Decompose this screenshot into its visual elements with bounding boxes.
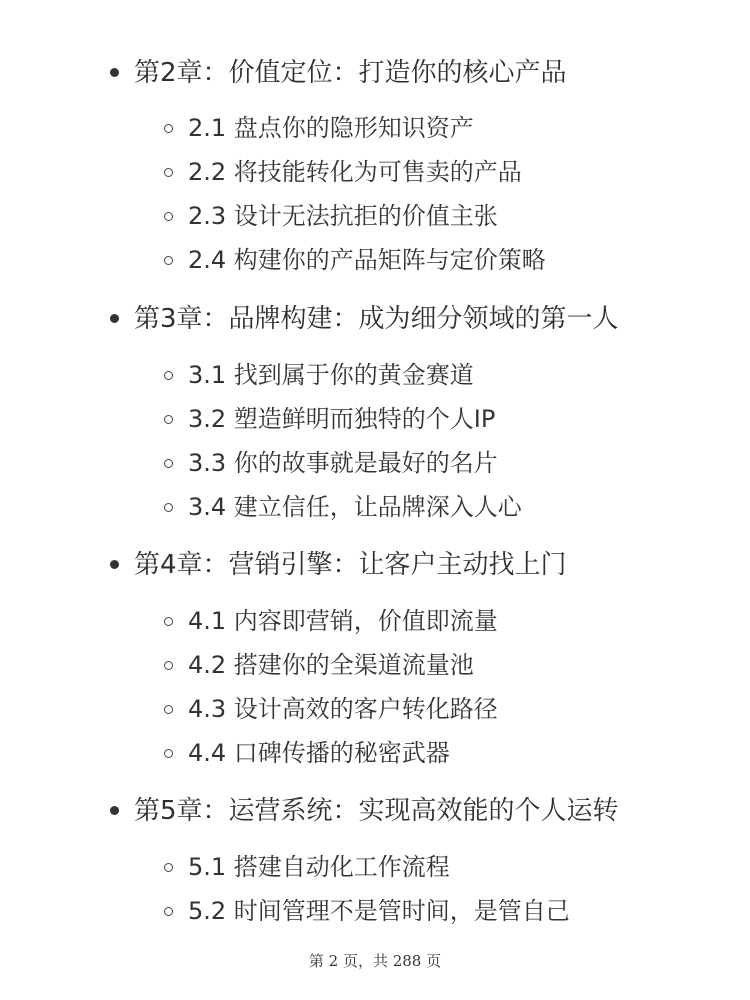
chapter-title: 第5章：运营系统：实现高效能的个人运转 — [134, 796, 619, 826]
bullet-disc-icon — [110, 560, 119, 569]
bullet-circle-icon — [164, 661, 173, 670]
bullet-disc-icon — [110, 68, 119, 77]
bullet-circle-icon — [164, 212, 173, 221]
bullet-circle-icon — [164, 863, 173, 872]
chapter-title: 第4章：营销引擎：让客户主动找上门 — [134, 550, 567, 580]
chapter-title: 第2章：价值定位：打造你的核心产品 — [134, 58, 567, 88]
section-item: 3.1 找到属于你的黄金赛道 — [188, 361, 474, 389]
section-item: 4.3 设计高效的客户转化路径 — [188, 695, 498, 723]
bullet-circle-icon — [164, 415, 173, 424]
bullet-circle-icon — [164, 617, 173, 626]
bullet-circle-icon — [164, 124, 173, 133]
section-item: 3.3 你的故事就是最好的名片 — [188, 449, 498, 477]
section-item: 3.4 建立信任，让品牌深入人心 — [188, 493, 522, 521]
bullet-circle-icon — [164, 168, 173, 177]
bullet-circle-icon — [164, 749, 173, 758]
section-item: 3.2 塑造鲜明而独特的个人IP — [188, 405, 496, 433]
bullet-circle-icon — [164, 503, 173, 512]
section-item: 4.1 内容即营销，价值即流量 — [188, 607, 498, 635]
section-item: 2.1 盘点你的隐形知识资产 — [188, 114, 474, 142]
bullet-disc-icon — [110, 314, 119, 323]
bullet-circle-icon — [164, 459, 173, 468]
bullet-circle-icon — [164, 371, 173, 380]
bullet-circle-icon — [164, 256, 173, 265]
section-item: 2.4 构建你的产品矩阵与定价策略 — [188, 246, 546, 274]
section-item: 2.3 设计无法抗拒的价值主张 — [188, 202, 498, 230]
bullet-circle-icon — [164, 705, 173, 714]
chapter-title: 第3章：品牌构建：成为细分领域的第一人 — [134, 304, 619, 334]
section-item: 5.2 时间管理不是管时间，是管自己 — [188, 897, 570, 925]
section-item: 4.2 搭建你的全渠道流量池 — [188, 651, 474, 679]
section-item: 5.1 搭建自动化工作流程 — [188, 853, 450, 881]
page-number: 第 2 页，共 288 页 — [308, 952, 442, 970]
bullet-disc-icon — [110, 806, 119, 815]
section-item: 4.4 口碑传播的秘密武器 — [188, 739, 450, 767]
bullet-circle-icon — [164, 907, 173, 916]
section-item: 2.2 将技能转化为可售卖的产品 — [188, 158, 522, 186]
